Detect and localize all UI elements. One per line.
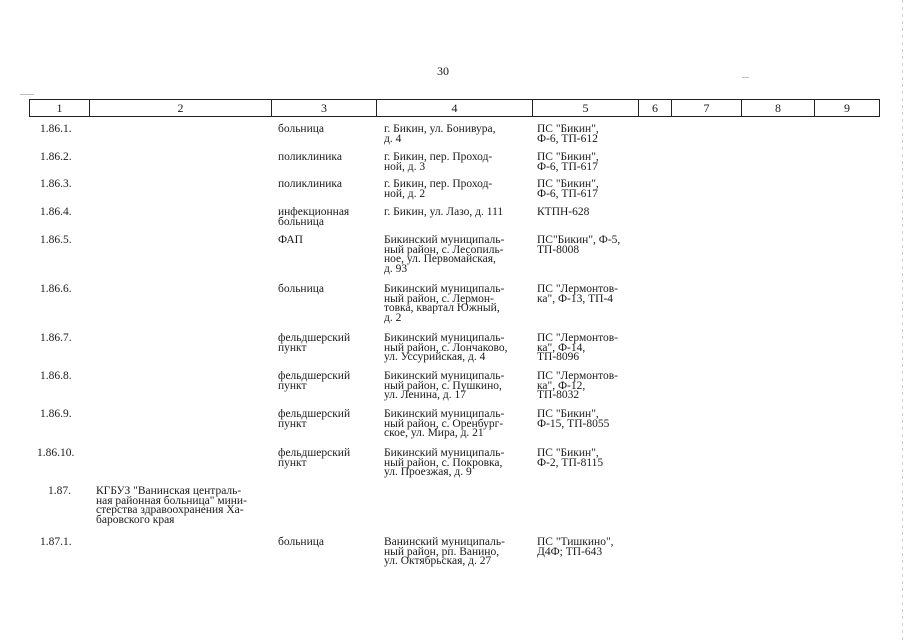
power-supply: ПС "Лермонтов- ка", Ф-14, ТП-8096 [537,332,619,364]
row-number: 1.86.9. [40,408,72,420]
facility-type: больница [278,123,324,135]
header-col-1: 1 [30,100,90,117]
power-supply: ПС "Бикин", Ф-6, ТП-617 [537,151,599,173]
power-supply: ПС "Тишкино", Д4Ф; ТП-643 [537,536,614,558]
power-supply: ПС "Лермонтов- ка", Ф-12, ТП-8032 [537,370,619,402]
power-supply: ПС "Бикин", Ф-6, ТП-617 [537,178,599,200]
facility-type: фельдшерский пункт [278,332,351,354]
facility-address: Бикинский муниципаль- ный район, с. Лесопиль- ное, ул. Первомайская, д. 93 [384,234,505,275]
power-supply: ПС "Бикин", Ф-6, ТП-612 [537,123,599,145]
header-col-9: 9 [815,100,880,117]
facility-address: Бикинский муниципаль- ный район, с. Пушкино, ул. Ленина, д. 17 [384,370,505,402]
row-number: 1.86.4. [40,206,72,218]
facility-type: фельдшерский пункт [278,447,351,469]
facility-address: Бикинский муниципаль- ный район, с. Оренбург- ское, ул. Мира, д. 21 [384,408,505,440]
header-col-6: 6 [639,100,672,117]
facility-address: Бикинский муниципаль- ный район, с. Лермон- товка, квартал Южный, д. 2 [384,283,505,324]
header-col-7: 7 [672,100,742,117]
row-number: 1.87.1. [40,536,72,548]
facility-type: поликлиника [278,178,342,190]
facility-address: г. Бикин, ул. Лазо, д. 111 [384,206,504,218]
facility-address: Бикинский муниципаль- ный район, с. Лончаково, ул. Уссурийская, д. 4 [384,332,508,364]
organization-name: КГБУЗ "Ванинская централь- ная районная больница" мини- стерства здравоохранения Ха- баровского края [96,485,247,526]
power-supply: КТПН-628 [537,206,590,218]
row-number: 1.86.5. [40,234,72,246]
row-number: 1.86.6. [40,283,72,295]
facility-type: инфекционная больница [278,206,350,228]
facility-type: фельдшерский пункт [278,370,351,392]
page-number: 30 [437,64,449,78]
facility-type: больница [278,536,324,548]
facility-address: Бикинский муниципаль- ный район, с. Покровка, ул. Проезжая, д. 9 [384,447,505,479]
facility-address: г. Бикин, пер. Проход- ной, д. 2 [384,178,493,200]
facility-type: ФАП [278,234,303,246]
facility-address: г. Бикин, ул. Бонивура, д. 4 [384,123,496,145]
header-col-5: 5 [533,100,639,117]
facility-type: фельдшерский пункт [278,408,351,430]
header-col-2: 2 [90,100,272,117]
scan-edge-line [902,0,903,640]
header-col-8: 8 [742,100,815,117]
row-number: 1.86.2. [40,151,72,163]
row-number: 1.87. [48,485,71,497]
facility-address: г. Бикин, пер. Проход- ной, д. 3 [384,151,493,173]
power-supply: ПС "Бикин", Ф-2, ТП-8115 [537,447,604,469]
row-number: 1.86.10. [37,447,75,459]
row-number: 1.86.3. [40,178,72,190]
facility-address: Ванинский муниципаль- ный район, рп. Ванино, ул. Октябрьская, д. 27 [384,536,505,568]
row-number: 1.86.7. [40,332,72,344]
power-supply: ПС "Бикин", Ф-15, ТП-8055 [537,408,610,430]
scan-mark [20,94,34,95]
scan-mark [742,77,749,78]
header-col-4: 4 [377,100,533,117]
power-supply: ПС "Лермонтов- ка", Ф-13, ТП-4 [537,283,619,305]
facility-type: больница [278,283,324,295]
facility-type: поликлиника [278,151,342,163]
row-number: 1.86.1. [40,123,72,135]
row-number: 1.86.8. [40,370,72,382]
header-col-3: 3 [272,100,377,117]
power-supply: ПС"Бикин", Ф-5, ТП-8008 [537,234,621,256]
